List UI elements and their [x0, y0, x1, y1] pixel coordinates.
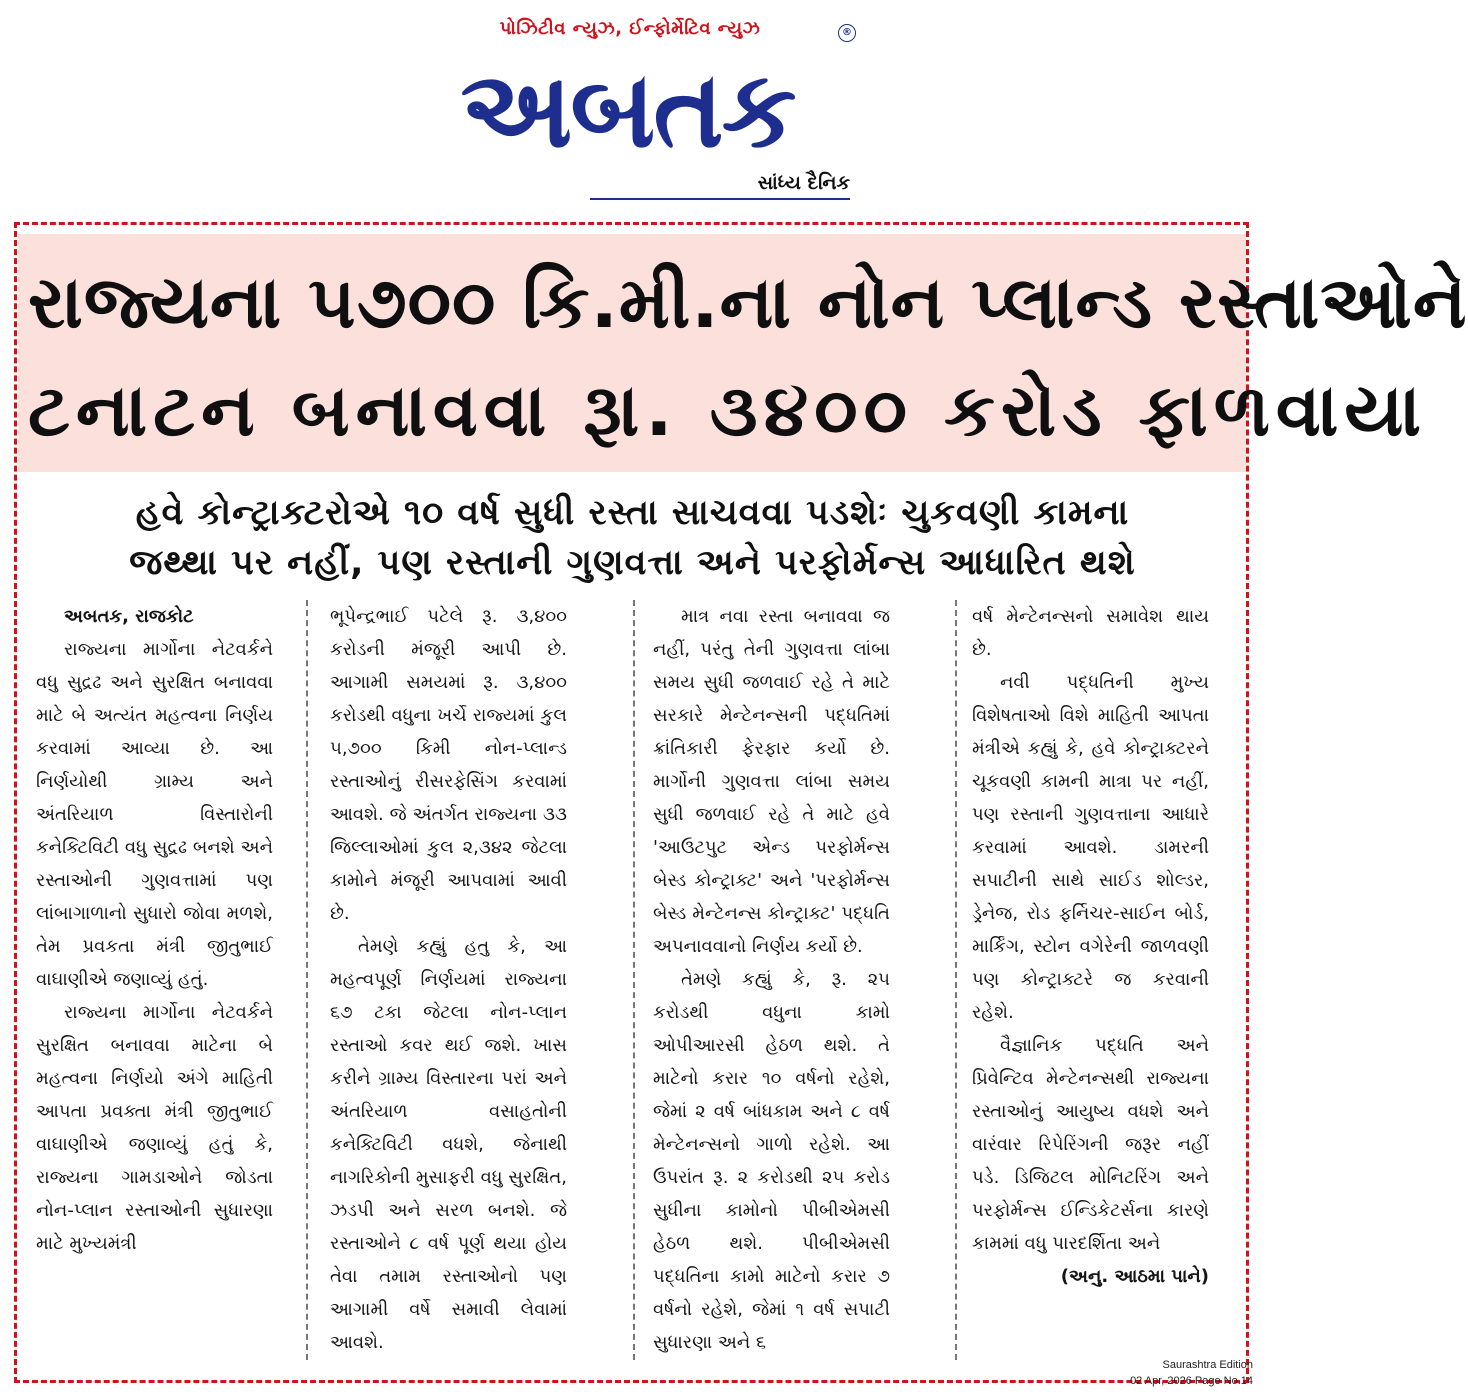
paragraph: નવી પદ્ધતિની મુખ્ય વિશેષતાઓ વિશે માહિતી આપતા મંત્રીએ કહ્યું કે, હવે કોન્ટ્રાક્ટરને ચૂકવણી કામની માત્રા પર નહીં, પણ રસ્તાની ગુણવત્તાના આધારે કરવામાં આવશે. ડામરની સપાટીની સાથે સાઈડ શોલ્ડર, ડ્રેનેજ, રોડ ફર્નિચર-સાઈન બોર્ડ, માર્કિંગ, સ્ટોન વગેરેની જાળવણી પણ કોન્ટ્રાક્ટરે જ કરવાની રહેશે. — [972, 672, 1209, 1023]
paragraph: તેમણે કહ્યું હતુ કે, આ મહત્વપૂર્ણ નિર્ણયમાં રાજ્યના ૬૭ ટકા જેટલા નોન-પ્લાન રસ્તાઓ કવર થઈ જશે. ખાસ કરીને ગ્રામ્ય વિસ્તારના પરાં અને અંતરિયાળ વસાહતોની કનેક્ટિવિટી વધશે, જેનાથી નાગરિકોની મુસાફરી વધુ સુરક્ષિત, ઝડપી અને સરળ બનશે. જે રસ્તાઓને ૮ વર્ષ પૂર્ણ થયા હોય તેવા તમામ રસ્તાઓનો પણ આગામી વર્ષે સમાવી લેવામાં આવશે. — [330, 936, 567, 1353]
paragraph: રાજ્યના માર્ગોના નેટવર્કને સુરક્ષિત બનાવવા માટેના બે મહત્વના નિર્ણયો અંગે માહિતી આપતા પ્રવક્તા મંત્રી જીતુભાઈ વાઘાણીએ જણાવ્યું હતું કે, રાજ્યના ગામડાઓને જોડતા નોન-પ્લાન રસ્તાઓની સુધારણા માટે મુખ્યમંત્રી — [36, 1002, 273, 1254]
paragraph: વૈજ્ઞાનિક પદ્ધતિ અને પ્રિવેન્ટિવ મેન્ટેનન્સથી રાજ્યના રસ્તાઓનું આયુષ્ય વધશે અને વારંવાર રિપેરિંગની જરૂર નહીં પડે. ડિજિટલ મોનિટરિંગ અને પરફોર્મન્સ ઈન્ડિકેટર્સના કારણે કામમાં વધુ પારદર્શિતા અને — [972, 1035, 1209, 1254]
masthead-subtitle: સાંધ્ય દૈનિક — [757, 172, 850, 194]
article-column-4 — [972, 600, 1209, 1293]
headline-line-2: ટનાટન બનાવવા રૂા. ૩૪૦૦ કરોડ ફાળવાયા — [28, 368, 1427, 452]
deck-line-1: હવે કોન્ટ્રાક્ટરોએ ૧૦ વર્ષ સુધી રસ્તા સાચવવા પડશેઃ ચુકવણી કામના — [135, 493, 1130, 533]
article-column-1 — [36, 600, 273, 1260]
column-separator — [955, 600, 957, 1360]
deck-line-2: જથ્થા પર નહીં, પણ રસ્તાની ગુણવત્તા અને પરફોર્મન્સ આધારિત થશે — [129, 543, 1136, 583]
paragraph: રાજ્યના માર્ગોના નેટવર્કને વધુ સુદ્રઢ અને સુરક્ષિત બનાવવા માટે બે અત્યંત મહત્વના નિર્ણય કરવામાં આવ્યા છે. આ નિર્ણયોથી ગ્રામ્ય અને અંતરિયાળ વિસ્તારોની કનેક્ટિવિટી વધુ સુદ્રઢ બનશે અને રસ્તાઓની ગુણવત્તામાં પણ લાંબાગાળાનો સુધારો જોવા મળશે, તેમ પ્રવકતા મંત્રી જીતુભાઈ વાઘાણીએ જણાવ્યું હતું. — [36, 639, 273, 990]
paragraph: ભૂપેન્દ્રભાઈ પટેલે રૂ. ૩,૪૦૦ કરોડની મંજૂરી આપી છે. આગામી સમયમાં રૂ. ૩,૪૦૦ કરોડથી વધુના ખર્ચે રાજ્યમાં કુલ ૫,૭૦૦ કિમી નોન-પ્લાન્ડ રસ્તાઓનું રીસરફેસિંગ કરવામાં આવશે. જે અંતર્ગત રાજ્યના ૩૩ જિલ્લાઓમાં કુલ ૨,૩૪૨ જેટલા કામોને મંજૂરી આપવામાં આવી છે. — [330, 606, 567, 924]
edition-name: Saurashtra Edition — [1162, 1359, 1253, 1371]
paragraph: વર્ષ મેન્ટેનન્સનો સમાવેશ થાય છે. — [972, 606, 1209, 660]
paragraph: માત્ર નવા રસ્તા બનાવવા જ નહીં, પરંતુ તેની ગુણવત્તા લાંબા સમય સુધી જળવાઈ રહે તે માટે સરકારે મેન્ટેનન્સની પદ્ધતિમાં ક્રાંતિકારી ફેરફાર કર્યો છે. માર્ગોની ગુણવત્તા લાંબા સમય સુધી જળવાઈ રહે તે માટે હવે 'આઉટપુટ એન્ડ પરફોર્મન્સ બેસ્ડ કોન્ટ્રાક્ટ' અને 'પરફોર્મન્સ બેસ્ડ મેન્ટેનન્સ કોન્ટ્રાક્ટ' પદ્ધતિ અપનાવવાનો નિર્ણય કર્યો છે. — [653, 606, 890, 957]
continued-on-page-link[interactable]: (અનુ. આઠમા પાને) — [1060, 1266, 1209, 1287]
paragraph: તેમણે કહ્યું કે, રૂ. ૨૫ કરોડથી વધુના કામો ઓપીઆરસી હેઠળ થશે. તે માટેનો કરાર ૧૦ વર્ષનો રહેશે, જેમાં ૨ વર્ષ બાંધકામ અને ૮ વર્ષ મેન્ટેનન્સનો ગાળો રહેશે. આ ઉપરાંત રૂ. ૨ કરોડથી ૨૫ કરોડ સુધીના કામોનો પીબીએમસી હેઠળ થશે. પીબીએમસી પદ્ધતિના કામો માટેનો કરાર ૭ વર્ષનો રહેશે, જેમાં ૧ વર્ષ સપાટી સુધારણા અને ૬ — [653, 969, 890, 1353]
column-separator — [306, 600, 308, 1360]
article-column-2 — [330, 600, 567, 1359]
article-column-3 — [653, 600, 890, 1359]
edition-info — [1130, 1357, 1253, 1389]
masthead-underline — [590, 198, 850, 200]
column-separator — [633, 600, 635, 1360]
registered-mark-icon: ® — [838, 24, 856, 42]
dateline: અબતક, રાજકોટ — [64, 606, 194, 627]
newspaper-logo: અબતક — [460, 48, 795, 171]
edition-date-page: 02 Apr, 2026 Page No.14 — [1130, 1375, 1253, 1387]
headline-line-1: રાજ્યના ૫૭૦૦ કિ.મી.ના નોન પ્લાન્ડ રસ્તાઓને — [28, 260, 1468, 344]
masthead — [0, 0, 1263, 215]
masthead-tagline: પોઝિટીવ ન્યુઝ, ઈન્ફોર્મેટિવ ન્યુઝ — [499, 18, 761, 39]
